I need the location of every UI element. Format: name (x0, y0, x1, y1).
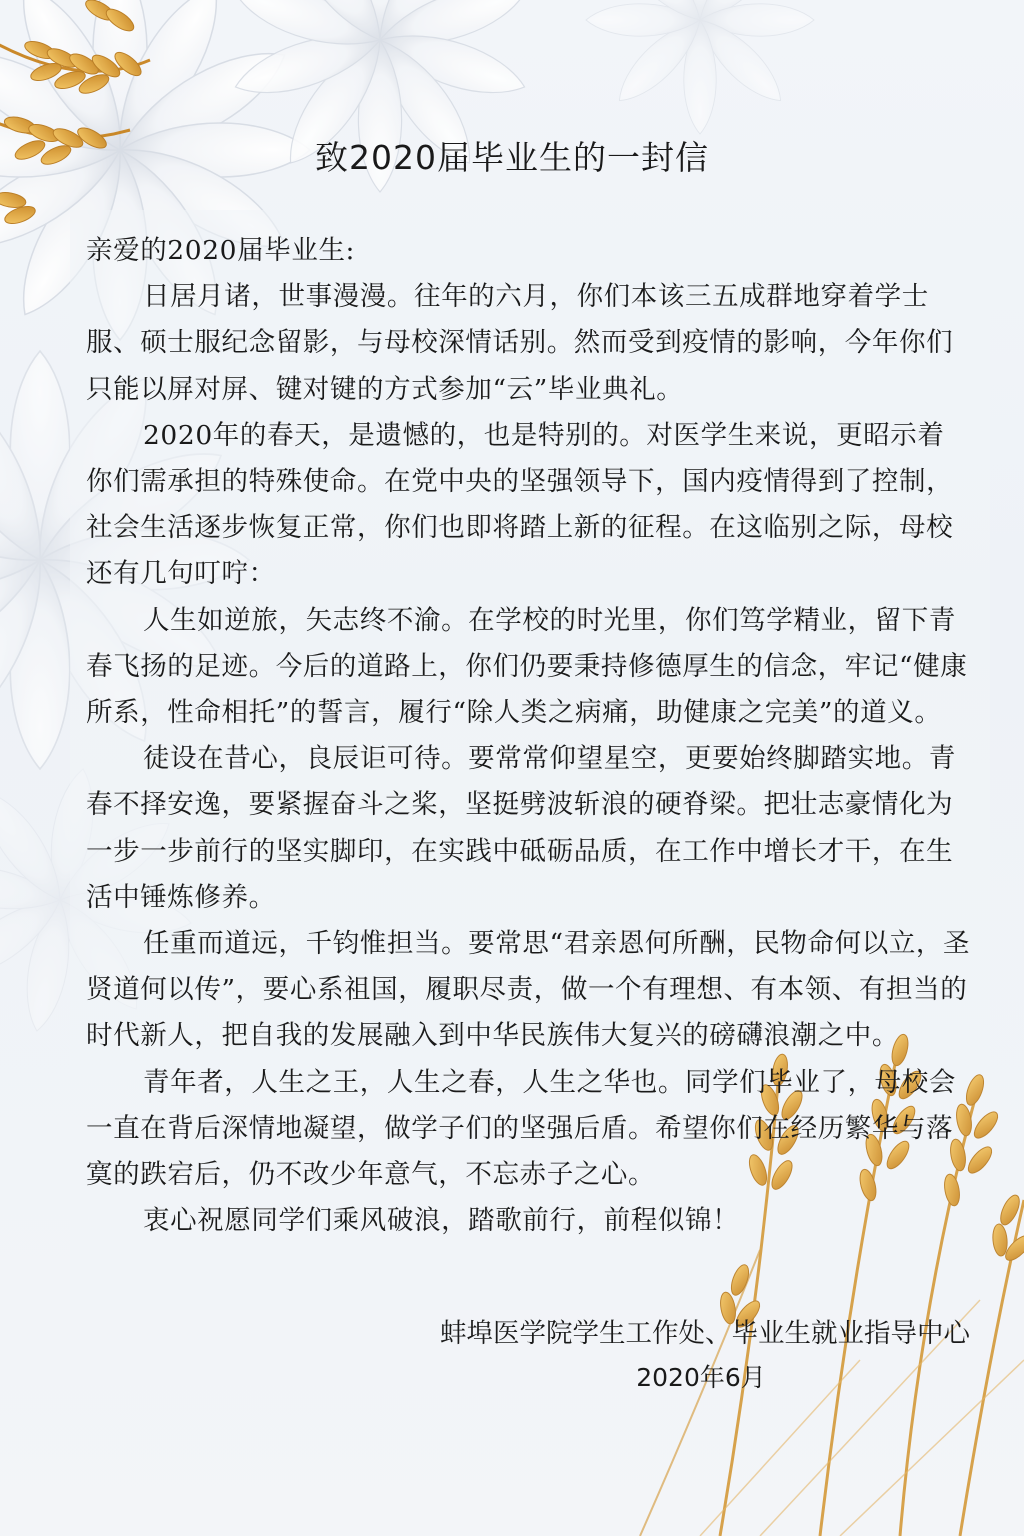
flower-top-right (586, 0, 814, 134)
signature-block (440, 1312, 970, 1400)
paragraph: 任重而道远，千钧惟担当。要常思“君亲恩何所酬，民物命何以立，圣贤道何以传”，要心系祖国，履职尽责，做一个有理想、有本领、有担当的时代新人，把自我的发展融入到中华民族伟大复兴的磅礴浪潮之中。 (86, 928, 971, 1052)
paragraph: 日居月诸，世事漫漫。往年的六月，你们本该三五成群地穿着学士服、硕士服纪念留影，与母校深情话别。然而受到疫情的影响，今年你们只能以屏对屏、键对键的方式参加“云”毕业典礼。 (86, 281, 954, 405)
paragraph: 2020年的春天，是遗憾的，也是特别的。对医学生来说，更昭示着你们需承担的特殊使命。在党中央的坚强领导下，国内疫情得到了控制，社会生活逐步恢复正常，你们也即将踏上新的征程。在这临别之际，母校还有几句叮咛： (86, 419, 954, 590)
paragraph: 衷心祝愿同学们乘风破浪，踏歌前行，前程似锦！ (142, 1205, 740, 1237)
paragraph: 徒设在昔心，良辰讵可待。要常常仰望星空，更要始终脚踏实地。青春不择安逸，要紧握奋斗之桨，坚挺劈波斩浪的硬脊梁。把壮志豪情化为一步一步前行的坚实脚印，在实践中砥砺品质，在工作中增长才干，在生活中锤炼修养。 (86, 743, 956, 913)
paragraph: 青年者，人生之王，人生之春，人生之华也。同学们毕业了，母校会一直在背后深情地凝望，做学子们的坚强后盾。希望你们在经历繁华与落寞的跌宕后，仍不改少年意气，不忘赤子之心。 (86, 1066, 956, 1191)
salutation: 亲爱的2020届毕业生: (86, 235, 356, 266)
signature-organization: 蚌埠医学院学生工作处、毕业生就业指导中心 (440, 1318, 970, 1349)
paragraph: 人生如逆旅，矢志终不渝。在学校的时光里，你们笃学精业，留下青春飞扬的足迹。今后的道路上，你们仍要秉持修德厚生的信念，牢记“健康所系，性命相托”的誓言，履行“除人类之病痛，助健康之完美”的道义。 (86, 604, 968, 729)
signature-date: 2020年6月 (636, 1363, 766, 1392)
letter-body (86, 228, 971, 1244)
letter-title: 致2020届毕业生的一封信 (315, 138, 709, 177)
